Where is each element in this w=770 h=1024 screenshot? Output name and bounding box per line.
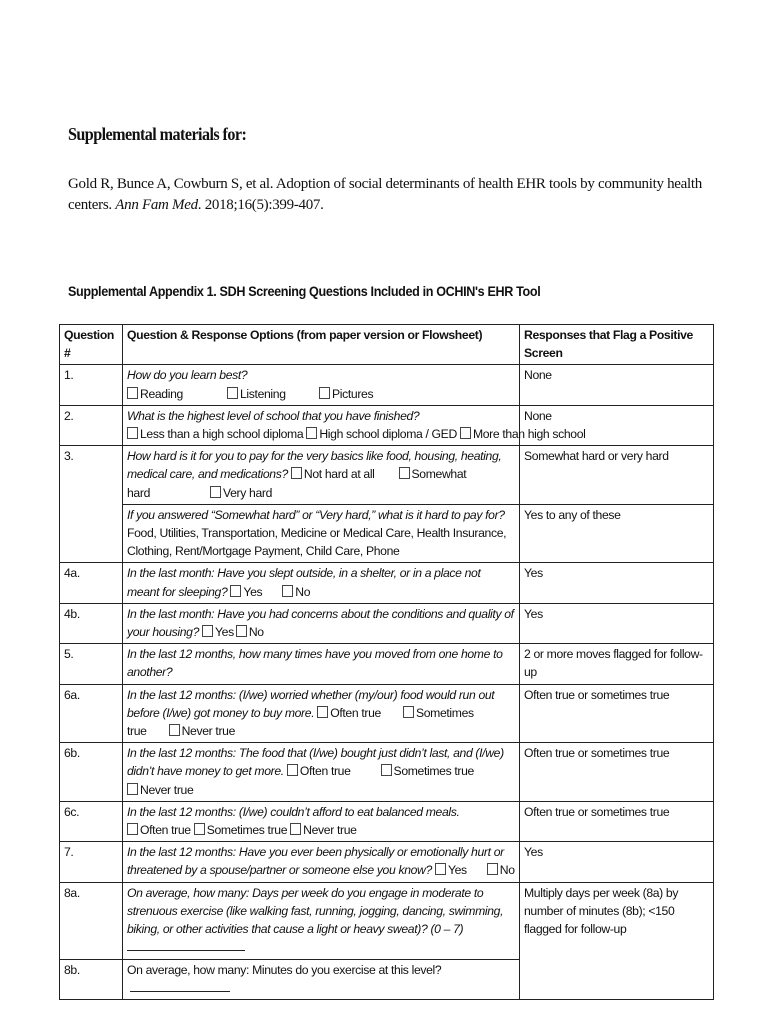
- checkbox-icon: [127, 387, 138, 399]
- option: Yes: [447, 863, 467, 878]
- flag-response: Yes to any of these: [520, 504, 714, 563]
- header-flag-responses: Responses that Flag a Positive Screen: [520, 325, 714, 365]
- question-number: 5.: [60, 644, 123, 684]
- flag-response: Somewhat hard or very hard: [520, 446, 714, 505]
- option: Sometimes true: [127, 705, 474, 739]
- checkbox-icon: [194, 823, 205, 835]
- response-options: [127, 425, 586, 443]
- flag-response: 2 or more moves flagged for follow-up: [520, 644, 714, 684]
- flag-response: Yes: [520, 563, 714, 603]
- checkbox-icon: [227, 387, 238, 399]
- table-row: [60, 603, 714, 643]
- screening-questions-table: [59, 324, 714, 1000]
- checkbox-icon: [399, 467, 410, 479]
- checkbox-icon: [435, 863, 446, 875]
- question-cell: [123, 644, 520, 684]
- question-number: 8a.: [60, 882, 123, 959]
- citation-journal: Ann Fam Med: [115, 197, 198, 213]
- question-number: 4a.: [60, 563, 123, 603]
- table-row: [60, 563, 714, 603]
- question-cell: [123, 563, 520, 603]
- checkbox-icon: [319, 387, 330, 399]
- question-cell: [123, 504, 520, 563]
- flag-response: None: [520, 365, 714, 405]
- checkbox-icon: [169, 724, 180, 736]
- question-cell: [123, 446, 520, 505]
- option: High school diploma / GED: [306, 425, 457, 443]
- question-text: In the last 12 months: (I/we) couldn’t afford to eat balanced meals.: [127, 804, 460, 819]
- checkbox-icon: [381, 764, 392, 776]
- option: Very hard: [223, 485, 273, 500]
- checkbox-icon: [202, 625, 213, 637]
- option: More than high school: [460, 425, 586, 443]
- flag-response: Multiply days per week (8a) by number of minutes (8b); <150 flagged for follow-up: [520, 882, 714, 999]
- checkbox-icon: [127, 427, 138, 439]
- question-text: How hard is it for you to pay for the very basics like food, housing, heating, medical care, and medications?: [127, 449, 502, 482]
- table-row: [60, 684, 714, 743]
- checkbox-icon: [127, 783, 138, 795]
- option: Never true: [303, 823, 357, 838]
- question-number: 6a.: [60, 684, 123, 743]
- question-text: In the last 12 months: (I/we) worried whether (my/our) food would run out before (I/we) got money to buy more.: [127, 687, 495, 720]
- answer-blank: [130, 979, 230, 992]
- question-number: 8b.: [60, 959, 123, 999]
- question-number: 7.: [60, 842, 123, 882]
- header-question-number: Question #: [60, 325, 123, 365]
- checkbox-icon: [236, 625, 247, 637]
- citation: [68, 174, 718, 216]
- question-number: 4b.: [60, 603, 123, 643]
- option: Listening: [227, 385, 319, 403]
- table-row: [60, 644, 714, 684]
- question-text: If you answered “Somewhat hard” or “Very hard,” what is it hard to pay for?: [127, 507, 505, 522]
- flag-response: Often true or sometimes true: [520, 801, 714, 841]
- citation-text: Gold R, Bunce A, Cowburn S, et al. Adoption of social determinants of health EHR tools by community health centers.: [68, 176, 702, 213]
- option: Sometimes true: [206, 823, 288, 838]
- table-row: [60, 446, 714, 505]
- question-text: In the last 12 months: Have you ever been physically or emotionally hurt or threatened by a spouse/partner or someone else you know?: [127, 845, 504, 878]
- header-question-options: Question & Response Options (from paper version or Flowsheet): [123, 325, 520, 365]
- option: No: [499, 863, 515, 878]
- question-cell: [123, 684, 520, 743]
- table-row: [60, 743, 714, 802]
- appendix-title: Supplemental Appendix 1. SDH Screening Questions Included in OCHIN's EHR Tool: [68, 283, 541, 299]
- table-row: [60, 842, 714, 882]
- page-heading: Supplemental materials for:: [68, 124, 247, 144]
- response-options: [127, 385, 515, 403]
- table-header-row: [60, 325, 714, 365]
- option: Reading: [127, 385, 227, 403]
- flag-response: Yes: [520, 603, 714, 643]
- option: Yes: [215, 625, 234, 640]
- question-cell: [123, 603, 520, 643]
- option: No: [295, 584, 311, 599]
- question-number: 1.: [60, 365, 123, 405]
- flag-response: Yes: [520, 842, 714, 882]
- flag-response: None: [520, 405, 714, 445]
- question-plain-text: Food, Utilities, Transportation, Medicine or Medical Care, Health Insurance, Clothing, Rent/Mortgage Payment, Child Care, Phone: [127, 526, 507, 559]
- question-number: 6c.: [60, 801, 123, 841]
- question-text: In the last month: Have you had concerns about the conditions and quality of your housing?: [127, 606, 514, 640]
- table-row: [60, 882, 714, 959]
- option: Somewhat hard: [127, 467, 467, 500]
- question-text: What is the highest level of school that you have finished?: [127, 408, 420, 423]
- question-cell: [123, 959, 520, 999]
- question-range: (0 – 7): [430, 922, 464, 937]
- question-number: 3.: [60, 446, 123, 563]
- checkbox-icon: [290, 823, 301, 835]
- question-text: How do you learn best?: [127, 368, 248, 383]
- question-text: In the last month: Have you slept outside, in a shelter, or in a place not meant for sleeping?: [127, 566, 481, 599]
- checkbox-icon: [306, 427, 317, 439]
- checkbox-icon: [317, 706, 328, 718]
- checkbox-icon: [487, 863, 498, 875]
- option: Often true: [299, 764, 351, 779]
- option: Often true: [330, 705, 381, 720]
- checkbox-icon: [403, 706, 414, 718]
- citation-details: . 2018;16(5):399-407.: [197, 197, 324, 213]
- checkbox-icon: [291, 467, 302, 479]
- checkbox-icon: [230, 585, 241, 597]
- flag-response: Often true or sometimes true: [520, 684, 714, 743]
- question-cell: [123, 801, 520, 841]
- checkbox-icon: [460, 427, 471, 439]
- question-text: On average, how many: Days per week do you engage in moderate to strenuous exercise (like walking fast, running, jogging, dancing, swimming, biking, or other activities that cause a light or heavy sweat)?: [127, 885, 504, 937]
- question-cell: [123, 743, 520, 802]
- table-row: [60, 801, 714, 841]
- question-cell: [123, 365, 520, 405]
- option: Less than a high school diploma: [127, 425, 303, 443]
- question-text: In the last 12 months: The food that (I/we) bought just didn’t last, and (I/we) didn’t have money to get more.: [127, 746, 504, 779]
- option: Often true: [140, 823, 191, 838]
- checkbox-icon: [287, 764, 298, 776]
- table-row: [60, 405, 714, 445]
- flag-response: Often true or sometimes true: [520, 743, 714, 802]
- option: Yes: [243, 584, 263, 599]
- response-options: [127, 821, 515, 839]
- question-cell: [123, 842, 520, 882]
- question-text: In the last 12 months, how many times have you moved from one home to another?: [127, 647, 503, 680]
- option: Never true: [181, 724, 236, 739]
- question-number: 2.: [60, 405, 123, 445]
- table-row: [60, 365, 714, 405]
- question-number: 6b.: [60, 743, 123, 802]
- checkbox-icon: [282, 585, 293, 597]
- checkbox-icon: [127, 823, 138, 835]
- option: No: [248, 625, 264, 640]
- option: Never true: [140, 782, 194, 797]
- option: Pictures: [319, 385, 373, 403]
- option: Sometimes true: [393, 764, 474, 779]
- option: Not hard at all: [303, 467, 375, 482]
- table-row: [60, 504, 714, 563]
- answer-blank: [127, 938, 245, 951]
- question-plain-text: On average, how many: Minutes do you exercise at this level?: [127, 962, 442, 977]
- checkbox-icon: [210, 486, 221, 498]
- question-cell: [123, 882, 520, 959]
